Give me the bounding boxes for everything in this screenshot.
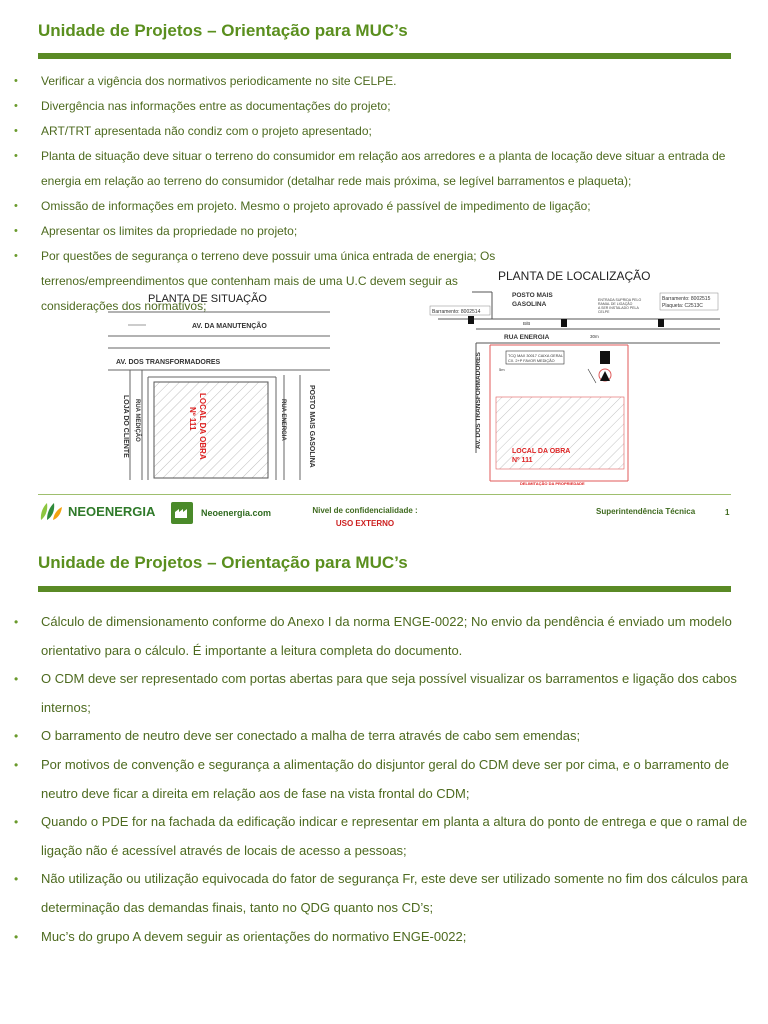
bullet-text: O barramento de neutro deve ser conectado a malha de terra através de cabo sem emendas;	[41, 728, 581, 744]
confidentiality-block	[290, 504, 440, 530]
bullet-item	[14, 144, 754, 194]
rua-energia-label: RUA ENERGIA	[280, 399, 286, 441]
bullet-text: Não utilização ou utilização equivocada do fator de segurança Fr, este deve ser utilizado somente no fim dos cálculos para determinação das demandas finais, tanto no QDG quanto nos CD’s;	[41, 871, 748, 915]
bullet-marker: •	[14, 672, 19, 687]
construction-site-lot	[154, 382, 268, 478]
entrance-note: ENTRADA SUPRIDA PELO	[598, 298, 642, 302]
distance-label: 5m	[499, 367, 505, 372]
bullet-text: Quando o PDE for na fachada da edificação indicar e representar em planta a altura do ponto de entrega e que o ramal de ligação não é acessível através de locais de acesso a pessoas;	[41, 814, 748, 858]
bullet-text: ART/TRT apresentada não condiz com o projeto apresentado;	[41, 124, 372, 138]
entrance-note: RAMAL DE LIGAÇÃO	[598, 302, 633, 306]
pole-marker	[468, 316, 474, 324]
slide-2	[0, 530, 768, 1024]
property-delimitation-label: DELIMITAÇÃO DA PROPRIEDADE	[520, 481, 585, 486]
location-plan-diagram	[428, 263, 720, 490]
av-transformadores-label: AV. DOS TRANSFORMADORES	[475, 352, 482, 449]
rua-medicao-label: RUA MEDIÇÃO	[134, 399, 140, 442]
bullet-text: Cálculo de dimensionamento conforme do Anexo I da norma ENGE-0022; No envio da pendência é enviado um modelo orientativo para o cálculo. É importante a leitura completa do documento.	[41, 614, 732, 658]
distance-label: 30m	[590, 334, 599, 339]
posto-label: POSTO MAIS	[512, 292, 553, 299]
site-plan-heading: PLANTA DE SITUAÇÃO	[148, 293, 267, 305]
rua-energia-label: RUA ENERGIA	[504, 334, 550, 341]
bullet-text: Apresentar os limites da propriedade no projeto;	[41, 224, 298, 238]
brand-name: NEOENERGIA	[68, 503, 156, 519]
bullet-marker: •	[14, 200, 18, 212]
bullet-marker: •	[14, 125, 18, 137]
posto-label: GASOLINA	[512, 301, 547, 308]
local-obra-label: LOCAL DA OBRA	[198, 393, 207, 460]
title-divider	[38, 586, 731, 592]
bullet-item	[14, 923, 754, 952]
bullet-marker: •	[14, 615, 19, 629]
entrance-note: CELPE	[598, 310, 610, 314]
bullet-item	[14, 219, 754, 244]
span-label: B/B	[523, 321, 531, 326]
cdm-label: TCQ MAX 30017 CAIXA GERAL	[508, 354, 564, 358]
bullet-item	[14, 665, 754, 722]
site-plan-diagram	[108, 285, 330, 480]
bullet-list	[14, 608, 754, 951]
footer-divider	[38, 494, 731, 495]
bullet-item	[14, 722, 754, 751]
bullet-text: Muc’s do grupo A devem seguir as orientações do normativo ENGE-0022;	[41, 928, 467, 944]
street-label-manutencao: AV. DA MANUTENÇÃO	[192, 323, 267, 330]
confidentiality-value: USO EXTERNO	[335, 519, 395, 528]
entrance-note: A SER INSTALADO PELA	[598, 306, 639, 310]
pole-marker	[561, 319, 567, 327]
connector-line	[588, 369, 596, 383]
bullet-item	[14, 119, 754, 144]
bullet-item	[14, 865, 754, 922]
bullet-item	[14, 69, 754, 94]
bullet-text: Planta de situação deve situar o terreno do consumidor em relação aos arredores e a planta de locação deve situar a entrada de energia em relação ao terreno do consumidor (detalhar rede mais próxima, se legível barramentos e plaqueta);	[41, 149, 726, 188]
bullet-marker: •	[14, 929, 19, 944]
slide-title: Unidade de Projetos – Orientação para MUC’s	[38, 553, 408, 572]
factory-icon	[171, 502, 193, 524]
bullet-item	[14, 608, 754, 665]
bullet-item	[14, 808, 754, 865]
meter-cabinet	[600, 351, 610, 364]
website-text: Neoenergia.com	[201, 508, 272, 518]
bullet-item	[14, 194, 754, 219]
bullet-marker: •	[14, 815, 19, 830]
bullet-text: Por motivos de convenção e segurança a alimentação do disjuntor geral do CDM deve ser por cima, e o barramento de neutro deve ficar a direita em relação aos de fase na vista frontal do CDM;	[41, 756, 729, 801]
pole-marker	[658, 319, 664, 327]
bullet-marker: •	[14, 150, 18, 162]
bullet-text: O CDM deve ser representado com portas abertas para que seja possível visualizar os barramentos e ligação dos cabos internos;	[41, 671, 737, 715]
bullet-text: Divergência nas informações entre as documentações do projeto;	[41, 99, 391, 113]
confidentiality-label: Nivel de confidencialidade :	[312, 506, 418, 515]
cdm-label: CX. 2+P FAVOR MEDIÇÃO	[508, 359, 555, 363]
street-label-transformadores: AV. DOS TRANSFORMADORES	[116, 359, 221, 366]
neoenergia-logo	[38, 500, 155, 522]
bullet-marker: •	[14, 757, 19, 772]
bullet-item	[14, 751, 754, 808]
barramento-label: Barramento: 8002514	[432, 309, 481, 315]
page-number: 1	[725, 508, 730, 517]
bullet-marker: •	[14, 75, 18, 87]
bullet-text: Verificar a vigência dos normativos periodicamente no site CELPE.	[41, 74, 397, 88]
barramento-label: Barramento: 8002515	[662, 296, 711, 302]
lot-number-label: Nº 111	[512, 457, 533, 464]
bullet-marker: •	[14, 225, 18, 237]
posto-label: POSTO MAIS GASOLINA	[308, 385, 315, 468]
leaf-logo-icon	[38, 500, 64, 522]
loja-label: LOJA DO CLIENTE	[122, 395, 129, 458]
bullet-marker: •	[14, 729, 19, 744]
department-label: Superintendência Técnica	[596, 507, 696, 516]
bullet-marker: •	[14, 250, 18, 262]
location-plan-heading: PLANTA DE LOCALIZAÇÃO	[498, 269, 651, 283]
bullet-item	[14, 94, 754, 119]
local-obra-label: LOCAL DA OBRA	[512, 448, 571, 455]
bullet-marker: •	[14, 872, 19, 887]
title-divider	[38, 53, 731, 59]
website-link[interactable]	[171, 502, 271, 524]
bullet-text: Por questões de segurança o terreno deve possuir uma única entrada de energia; Os terrenos/empreendimentos que contenham mais de uma U.C devem seguir as considerações dos normativos;	[41, 249, 496, 313]
bullet-marker: •	[14, 100, 18, 112]
bullet-text: Omissão de informações em projeto. Mesmo o projeto aprovado é passível de impedimento de ligação;	[41, 199, 591, 213]
slide-title: Unidade de Projetos – Orientação para MUC’s	[38, 21, 408, 40]
lot-number-label: Nº 111	[188, 407, 197, 431]
plaqueta-label: Plaqueta: C2513C	[662, 303, 703, 309]
